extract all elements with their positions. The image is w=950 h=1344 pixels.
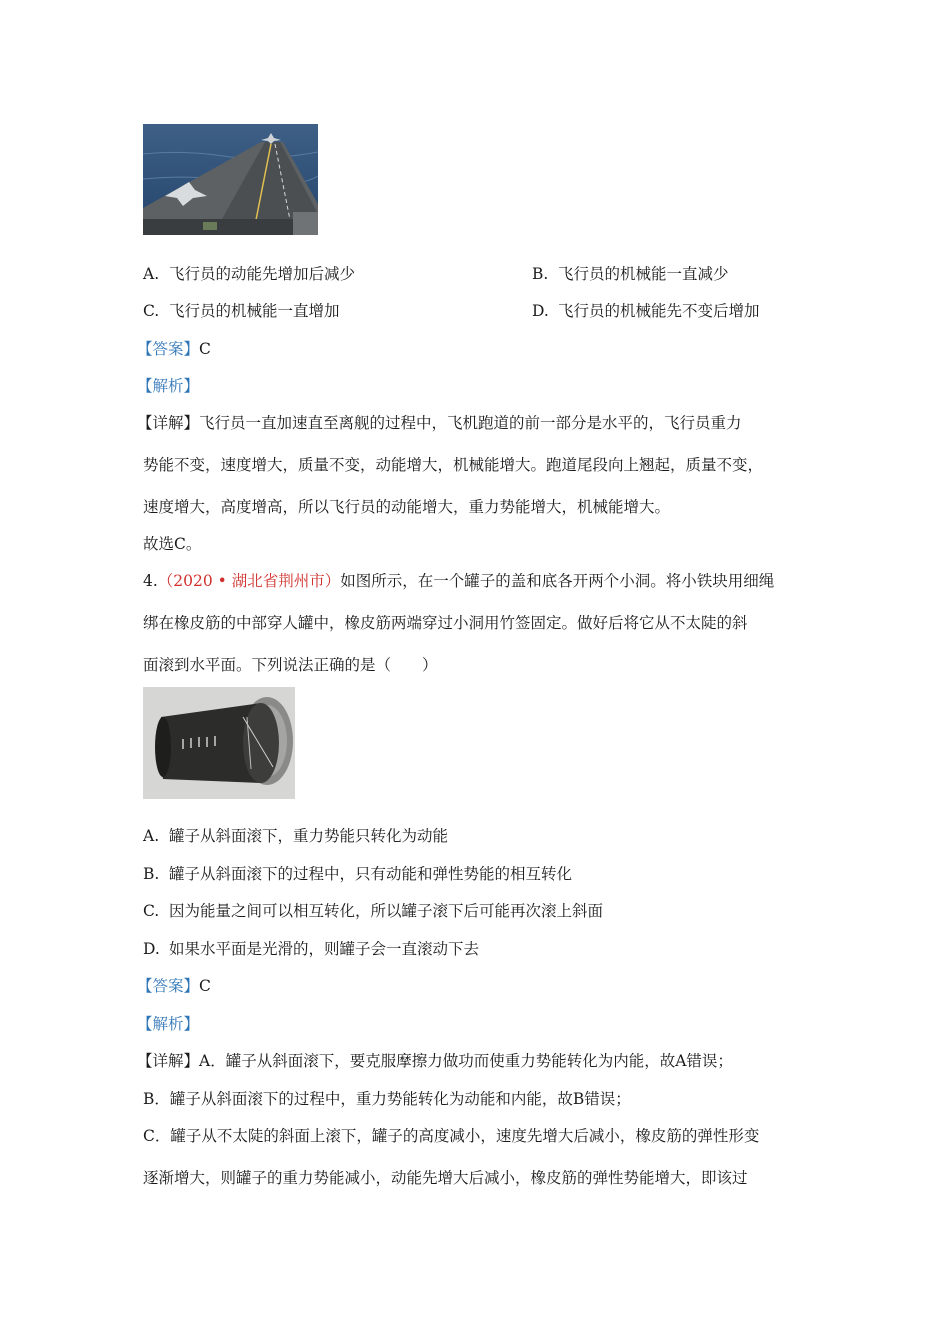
q3-detail-line-2: 势能不变，速度增大，质量不变，动能增大，机械能增大。跑道尾段向上翘起，质量不变， bbox=[143, 456, 764, 474]
q4-detail-line-2: B．罐子从斜面滚下的过程中，重力势能转化为动能和内能，故B错误； bbox=[143, 1090, 631, 1108]
q4-detail-line-1 bbox=[137, 1051, 733, 1071]
option-label: D. bbox=[532, 302, 549, 320]
option-text: 飞行员的机械能一直增加 bbox=[169, 302, 340, 320]
q4-stem-line-1 bbox=[143, 571, 774, 591]
answer-value: C bbox=[199, 340, 211, 358]
q3-conclusion: 故选C。 bbox=[143, 535, 202, 553]
q3-option-b bbox=[532, 264, 729, 284]
option-text: 飞行员的机械能一直减少 bbox=[558, 265, 729, 283]
answer-tag: 【答案】 bbox=[137, 340, 200, 358]
q3-analysis-tag: 【解析】 bbox=[137, 377, 200, 395]
q4-analysis-tag: 【解析】 bbox=[137, 1015, 200, 1033]
q3-option-a bbox=[143, 264, 355, 284]
q4-stem-line-3: 面滚到水平面。下列说法正确的是（ ） bbox=[143, 656, 438, 674]
q4-option-c bbox=[143, 901, 603, 921]
option-label: B. bbox=[143, 865, 160, 883]
question-source: （2020 • 湖北省荆州市） bbox=[157, 572, 341, 590]
stem-text: 如图所示，在一个罐子的盖和底各开两个小洞。将小铁块用细绳 bbox=[340, 572, 775, 590]
q3-option-d bbox=[532, 301, 760, 321]
option-label: D. bbox=[143, 940, 160, 958]
option-label: C. bbox=[143, 302, 160, 320]
detail-tag: 【详解】 bbox=[137, 414, 200, 432]
option-label: A. bbox=[143, 827, 160, 845]
option-text: 如果水平面是光滑的，则罐子会一直滚动下去 bbox=[169, 940, 480, 958]
detail-text: 飞行员一直加速直至离舰的过程中，飞机跑道的前一部分是水平的，飞行员重力 bbox=[199, 414, 742, 432]
detail-text: A．罐子从斜面滚下，要克服摩擦力做功而使重力势能转化为内能，故A错误； bbox=[199, 1052, 733, 1070]
answer-value: C bbox=[199, 977, 211, 995]
option-text: 飞行员的动能先增加后减少 bbox=[169, 265, 356, 283]
q4-detail-line-4: 逐渐增大，则罐子的重力势能减小，动能先增大后减小，橡皮筋的弹性势能增大，即该过 bbox=[143, 1169, 748, 1187]
option-text: 飞行员的机械能先不变后增加 bbox=[558, 302, 760, 320]
q4-option-b bbox=[143, 864, 572, 884]
q4-detail-line-3: C．罐子从不太陡的斜面上滚下，罐子的高度减小，速度先增大后减小，橡皮筋的弹性形变 bbox=[143, 1127, 760, 1145]
detail-tag: 【详解】 bbox=[137, 1052, 200, 1070]
q4-stem-line-2: 绑在橡皮筋的中部穿人罐中，橡皮筋两端穿过小洞用竹签固定。做好后将它从不太陡的斜 bbox=[143, 614, 748, 632]
option-label: C. bbox=[143, 902, 160, 920]
aircraft-carrier-photo bbox=[143, 124, 318, 235]
option-label: A. bbox=[143, 265, 160, 283]
q3-detail-line-1 bbox=[137, 413, 742, 433]
option-text: 罐子从斜面滚下，重力势能只转化为动能 bbox=[169, 827, 449, 845]
q4-option-a bbox=[143, 826, 448, 846]
q3-option-c bbox=[143, 301, 340, 321]
answer-tag: 【答案】 bbox=[137, 977, 200, 995]
option-text: 罐子从斜面滚下的过程中，只有动能和弹性势能的相互转化 bbox=[169, 865, 573, 883]
q3-detail-line-3: 速度增大，高度增高，所以飞行员的动能增大，重力势能增大，机械能增大。 bbox=[143, 498, 671, 516]
option-text: 因为能量之间可以相互转化，所以罐子滚下后可能再次滚上斜面 bbox=[169, 902, 604, 920]
q4-option-d bbox=[143, 939, 479, 959]
rolling-can-photo bbox=[143, 687, 295, 799]
option-label: B. bbox=[532, 265, 549, 283]
q4-answer bbox=[137, 976, 211, 996]
question-number: 4. bbox=[143, 572, 158, 590]
q3-answer bbox=[137, 339, 211, 359]
